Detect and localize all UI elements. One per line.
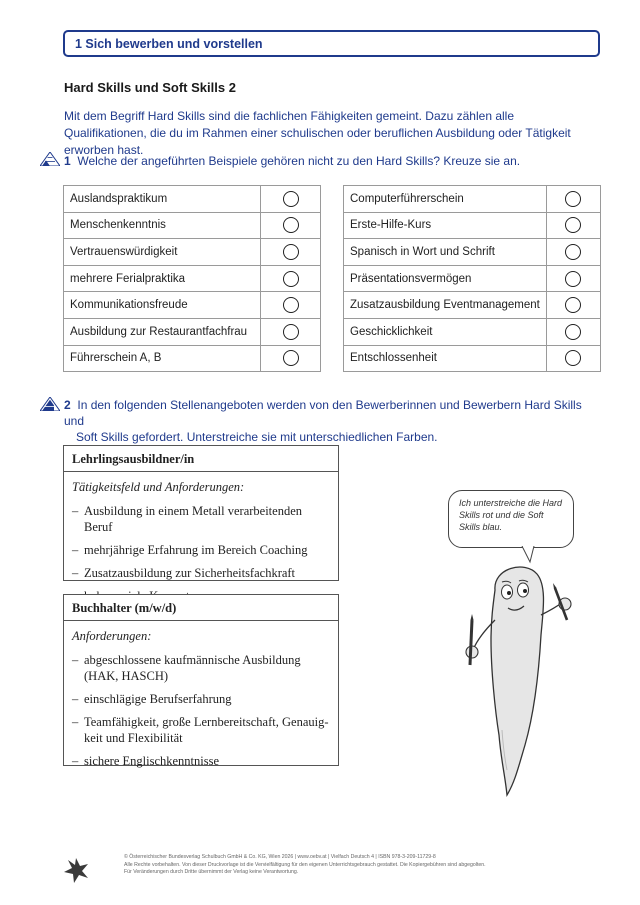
list-item: – Zusatzausbildung zur Sicherheitsfachkraft: [72, 565, 330, 581]
task1-instruction: [64, 153, 520, 169]
skill-label: mehrere Ferialpraktika: [64, 265, 261, 292]
skill-label: Auslandspraktikum: [64, 186, 261, 213]
table-row: [64, 186, 321, 213]
checkbox-circle[interactable]: [565, 297, 581, 313]
checkbox-circle[interactable]: [283, 217, 299, 233]
table-row: [344, 186, 601, 213]
list-item: – Ausbildung in einem Metall verarbeitenden Beruf: [72, 503, 330, 535]
ghost-character-illustration: [455, 560, 585, 800]
skill-label: Führerschein A, B: [64, 345, 261, 372]
skill-label: Erste-Hilfe-Kurs: [344, 212, 547, 239]
skills-table-right: [343, 185, 601, 372]
checkbox-circle[interactable]: [283, 297, 299, 313]
task2-text-line1: In den folgenden Stellenangeboten werden von den Bewerberinnen und Bewerbern Hard Skills und: [64, 398, 582, 428]
footer-line: Für Veränderungen durch Dritte übernimmt der Verlag keine Verantwortung.: [124, 869, 299, 875]
checkbox-circle[interactable]: [283, 350, 299, 366]
table-row: [64, 265, 321, 292]
footer-copyright: [124, 854, 604, 877]
checkbox-circle[interactable]: [565, 324, 581, 340]
requirements-list: [72, 503, 330, 604]
footer-line: Alle Rechte vorbehalten. Von dieser Druckvorlage ist die Vervielfältigung für den eigenen Unterrichtsgebrauch gestattet. Die Kopiergebühren sind abgegolten.: [124, 861, 486, 868]
task2-number: 2: [64, 398, 71, 412]
difficulty-triangle-icon: [40, 152, 60, 166]
table-row: [344, 318, 601, 345]
list-item: – einschlägige Berufserfahrung: [72, 691, 330, 707]
job-title: Lehrlingsausbildner/in: [64, 446, 338, 472]
skill-label: Computerführerschein: [344, 186, 547, 213]
speech-bubble: [448, 490, 574, 548]
list-item: – mehrjährige Erfahrung im Bereich Coaching: [72, 542, 330, 558]
table-row: [344, 345, 601, 372]
table-row: [344, 212, 601, 239]
skill-label: Geschicklichkeit: [344, 318, 547, 345]
skills-table-left: [63, 185, 321, 372]
table-row: [64, 345, 321, 372]
task1-text: Welche der angeführten Beispiele gehören nicht zu den Hard Skills? Kreuze sie an.: [77, 154, 521, 168]
task2-text-line2: Soft Skills gefordert. Unterstreiche sie mit unterschiedlichen Farben.: [76, 430, 438, 444]
skill-label: Präsentationsvermögen: [344, 265, 547, 292]
table-row: [64, 292, 321, 319]
footer-line: © Österreichischer Bundesverlag Schulbuch GmbH & Co. KG, Wien 2026 | www.oebv.at | Vielfach Deutsch 4 | ISBN 978-3-209-11729-8: [124, 854, 436, 860]
difficulty-triangle-icon: [40, 397, 60, 411]
list-item: – sichere Englischkenntnisse: [72, 753, 330, 769]
checkbox-circle[interactable]: [565, 244, 581, 260]
page-title: Hard Skills und Soft Skills 2: [64, 80, 236, 95]
job-ad-accountant: [63, 594, 339, 766]
requirements-list: [72, 652, 330, 769]
job-title: Buchhalter (m/w/d): [64, 595, 338, 621]
task2-instruction: [64, 397, 584, 445]
table-row: [64, 239, 321, 266]
intro-text: Mit dem Begriff Hard Skills sind die fachlichen Fähigkeiten gemeint. Dazu zählen alle Qualifikationen, die du im Rahmen einer schulischen oder beruflichen Ausbildung oder Tätigkeit erworben hast.: [64, 109, 571, 157]
chapter-label: 1 Sich bewerben und vorstellen: [75, 37, 263, 51]
job-subtitle: Anforderungen:: [72, 629, 152, 643]
chapter-header: [63, 30, 600, 57]
skill-label: Zusatzausbildung Eventmanagement: [344, 292, 547, 319]
table-row: [64, 318, 321, 345]
list-item: – Teamfähigkeit, große Lernbereitschaft, Genauigkeit und Flexibilität: [72, 714, 330, 746]
skill-label: Entschlossenheit: [344, 345, 547, 372]
skill-label: Kommunikationsfreude: [64, 292, 261, 319]
checkbox-circle[interactable]: [565, 217, 581, 233]
task1-number: 1: [64, 154, 71, 168]
job-subtitle: Tätigkeitsfeld und Anforderungen:: [72, 480, 245, 494]
table-row: [344, 265, 601, 292]
table-row: [344, 292, 601, 319]
checkbox-circle[interactable]: [283, 191, 299, 207]
checkbox-circle[interactable]: [565, 191, 581, 207]
skill-label: Vertrauenswürdigkeit: [64, 239, 261, 266]
skill-label: Menschenkenntnis: [64, 212, 261, 239]
job-ad-apprentice-trainer: [63, 445, 339, 581]
oebv-logo-icon: [62, 856, 90, 884]
speech-bubble-text: Ich unterstreiche die Hard Skills rot und die Soft Skills blau.: [459, 498, 563, 532]
table-row: [64, 212, 321, 239]
checkbox-circle[interactable]: [283, 324, 299, 340]
list-item: – abgeschlossene kaufmännische Ausbildung (HAK, HASCH): [72, 652, 330, 684]
skill-label: Spanisch in Wort und Schrift: [344, 239, 547, 266]
checkbox-circle[interactable]: [565, 350, 581, 366]
checkbox-circle[interactable]: [565, 271, 581, 287]
skill-label: Ausbildung zur Restaurantfachfrau: [64, 318, 261, 345]
table-row: [344, 239, 601, 266]
checkbox-circle[interactable]: [283, 271, 299, 287]
checkbox-circle[interactable]: [283, 244, 299, 260]
